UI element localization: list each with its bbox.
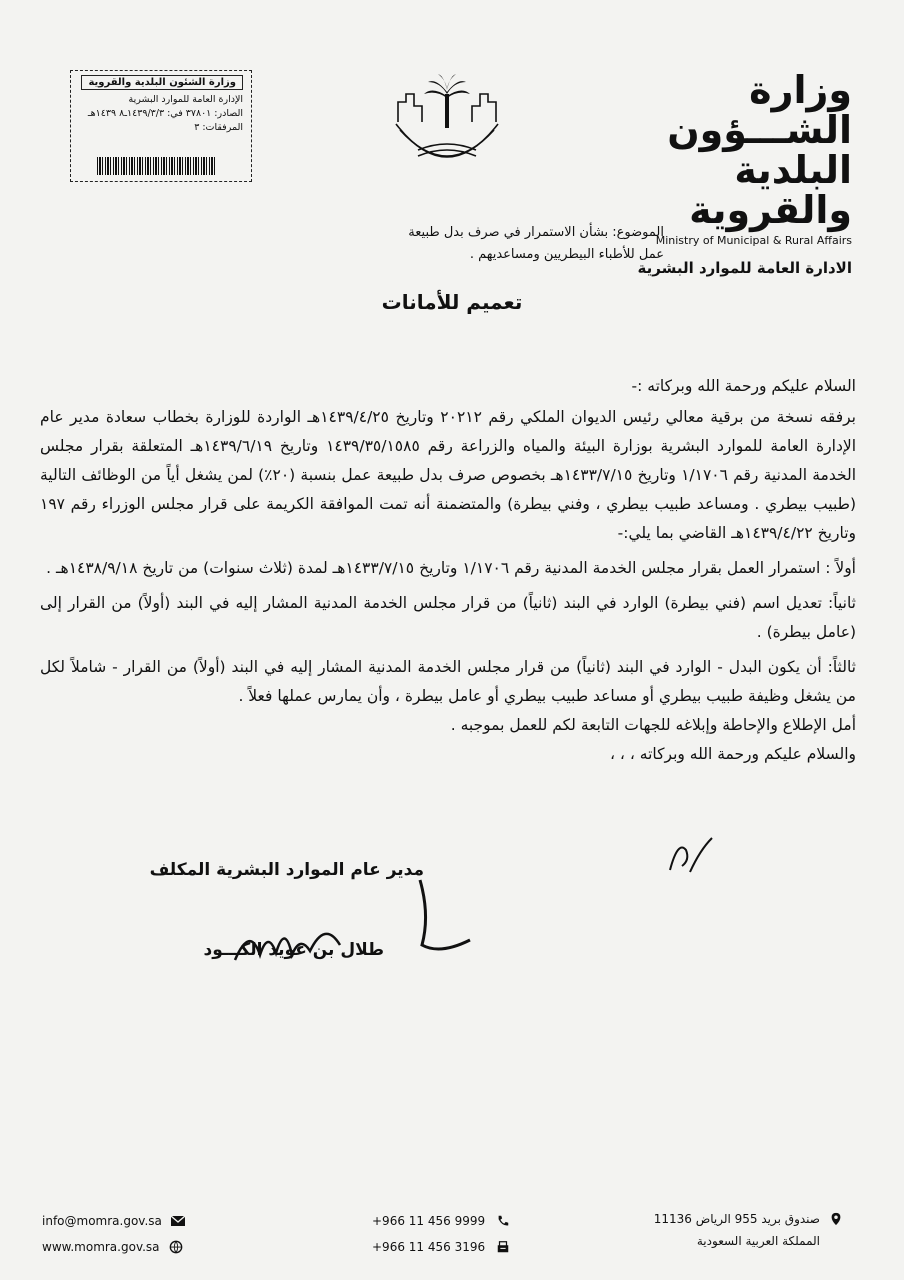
- footer-contact-phone: [372, 1208, 511, 1260]
- subject-line-2: عمل للأطباء البيطريين ومساعديهم .: [469, 247, 664, 262]
- stamp-title: وزارة الشئون البلدية والقروية: [81, 75, 243, 90]
- signatory-title: مدير عام الموارد البشرية المكلف: [149, 860, 424, 880]
- item-third: ثالثاً: أن يكون البدل - الوارد في البند (ثانياً) من قرار مجلس الخدمة المدنية المشار إليه في البند (أولاً) من القرار - شاملاً لكل من يشغل وظيفة طبيب بيطري أو مساعد طبيب بيطري أو عامل بيطرة ، وأن يمارس عملها فعلاً .: [40, 658, 856, 705]
- envelope-icon: [170, 1214, 186, 1228]
- main-paragraph: برفقه نسخة من برقية معالي رئيس الديوان الملكي رقم ٢٠٢١٢ وتاريخ ١٤٣٩/٤/٢٥هـ الواردة للوزارة بخطاب سعادة مدير عام الإدارة العامة للموارد البشرية بوزارة البيئة والمياه والزراعة رقم ١٤٣٩/٣٥/١٥٨٥ وتاريخ ١٤٣٩/٦/١٩هـ المتعلقة بقرار مجلس الخدمة المدنية رقم ١/١٧٠٦ وتاريخ ١٤٣٣/٧/١٥هـ بخصوص صرف بدل طبيعة عمل بنسبة (٢٠٪) لمن يشغل أياً من الوظائف التالية (طبيب بيطري . ومساعد طبيب بيطري ، وفني بيطرة) والمتضمنة أنه تمت الموافقة الكريمة على قرار مجلس الوزراء رقم ١٩٧ وتاريخ ١٤٣٩/٤/٢٢هـ القاضي بما يلي:-: [40, 408, 857, 542]
- footer-po-box: صندوق بريد 955 الرياض 11136: [653, 1212, 820, 1226]
- item-second: ثانياً: تعديل اسم (فني بيطرة) الوارد في البند (ثانياً) من قرار مجلس الخدمة المدنية المشار إليه في البند (أولاً) من القرار إلى (عامل بيطرة) .: [40, 594, 856, 641]
- footer-fax[interactable]: +966 11 456 3196: [372, 1240, 486, 1254]
- department-name: الادارة العامة للموارد البشرية: [637, 259, 852, 277]
- barcode: [97, 157, 215, 175]
- ministry-name-line1: وزارة الشـــؤون: [667, 68, 852, 152]
- greeting: السلام عليكم ورحمة الله وبركاته :-: [631, 377, 856, 395]
- stamp-issued-number: الصادر: ٣٧٨٠١ في: ١٤٣٩/٣/٣ـ٨ ١٤٣٩هـ: [87, 108, 243, 119]
- footer-contact-web: [42, 1208, 186, 1260]
- item-first: أولاً : استمرار العمل بقرار مجلس الخدمة المدنية رقم ١/١٧٠٦ وتاريخ ١٤٣٣/٧/١٥هـ لمدة (ثلاث سنوات) من تاريخ ١٤٣٨/٩/١٨هـ .: [46, 559, 856, 577]
- subject-line-1: الموضوع: بشأن الاستمرار في صرف بدل طبيعة: [408, 225, 664, 240]
- footer-country: المملكة العربية السعودية: [696, 1234, 820, 1248]
- stamp-department: الإدارة العامة للموارد البشرية: [128, 94, 243, 105]
- ministry-emblem-icon: [388, 72, 506, 172]
- ministry-name-line2: البلدية والقروية: [689, 148, 852, 232]
- subject-block: [408, 222, 664, 266]
- closing-greeting: والسلام عليكم ورحمة الله وبركاته ، ، ،: [610, 745, 856, 763]
- ministry-name-english: Ministry of Municipal & Rural Affairs: [655, 234, 852, 247]
- handwritten-initial-icon: [660, 820, 720, 880]
- document-title: تعميم للأمانات: [381, 290, 523, 314]
- signatory-name: طلال بن عويد الكـــود: [203, 940, 384, 960]
- phone-icon: [495, 1214, 511, 1228]
- fax-icon: [495, 1240, 511, 1254]
- reference-stamp: [70, 70, 252, 182]
- stamp-attachments: المرفقات: ٣: [194, 122, 243, 133]
- letter-footer: [0, 1200, 904, 1260]
- location-pin-icon: [828, 1212, 844, 1226]
- letter-body: [40, 372, 856, 769]
- footer-address: [654, 1208, 844, 1252]
- signature-stroke-icon: [400, 875, 480, 965]
- footer-email[interactable]: info@momra.gov.sa: [42, 1214, 162, 1228]
- globe-icon: [168, 1240, 184, 1254]
- closing-request: أمل الإطلاع والإحاطة وإبلاغه للجهات التابعة لكم للعمل بموجبه .: [450, 716, 856, 734]
- footer-phone[interactable]: +966 11 456 9999: [372, 1214, 486, 1228]
- footer-website[interactable]: www.momra.gov.sa: [42, 1240, 160, 1254]
